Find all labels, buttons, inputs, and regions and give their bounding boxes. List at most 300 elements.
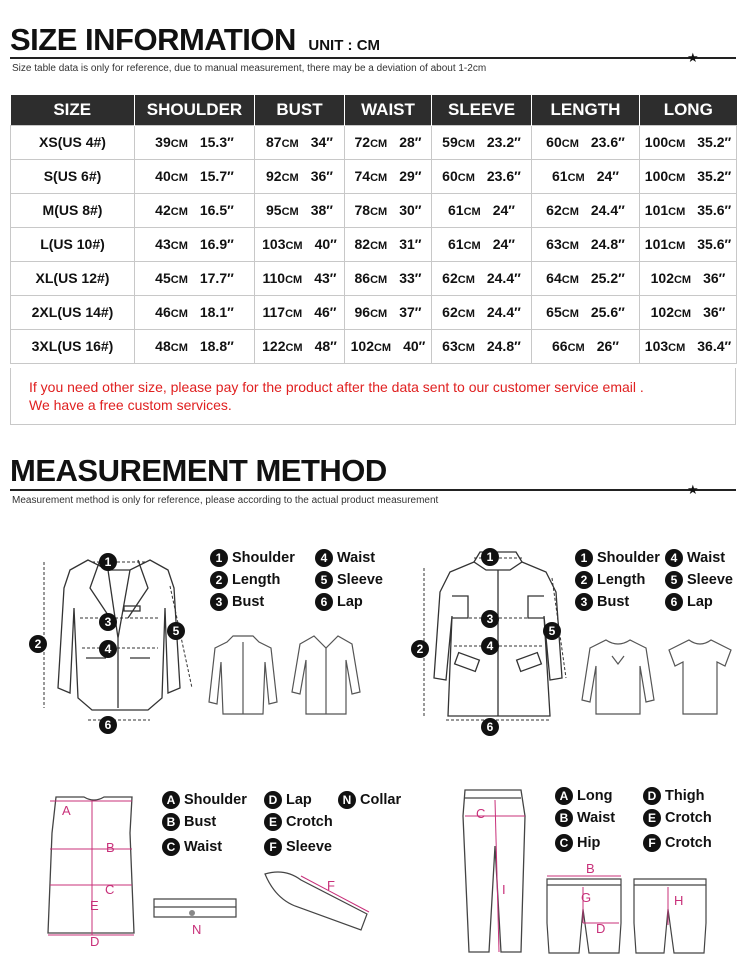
legend-item	[210, 549, 295, 567]
marker-5: 5	[167, 622, 185, 640]
cm-unit: CM	[561, 138, 579, 150]
measure-cell	[345, 125, 432, 159]
custom-size-note	[10, 368, 736, 425]
shorts-front-diagram	[543, 873, 625, 958]
table-header-cell: LENGTH	[532, 95, 640, 125]
cm-unit: CM	[668, 342, 686, 354]
measure-cell	[532, 329, 640, 363]
cm-unit: CM	[567, 172, 585, 184]
measure-cell	[432, 125, 532, 159]
table-row	[11, 227, 737, 261]
legend-label: Length	[232, 571, 281, 588]
legend-marker: 2	[575, 571, 593, 589]
measure-cell	[532, 125, 640, 159]
measure-cell	[255, 295, 345, 329]
cm-unit: CM	[668, 206, 686, 218]
legend-item	[162, 838, 222, 856]
table-header-cell: BUST	[255, 95, 345, 125]
cm-unit: CM	[370, 240, 388, 252]
legend-label: Hip	[577, 834, 601, 851]
cm-value: 101	[644, 202, 669, 218]
measure-cell	[640, 159, 737, 193]
measure-cell	[255, 193, 345, 227]
inch-value: 28″	[399, 134, 422, 150]
cm-value: 43	[155, 236, 171, 252]
cm-value: 45	[155, 270, 171, 286]
legend-item	[264, 838, 332, 856]
custom-note-line-1: If you need other size, please pay for the product after the data sent to our customer service email .	[29, 379, 644, 395]
cm-value: 62	[442, 304, 458, 320]
marker-3: 3	[99, 613, 117, 631]
cm-value: 65	[546, 304, 562, 320]
legend-marker: 3	[575, 593, 593, 611]
cm-unit: CM	[370, 274, 388, 286]
measure-cell	[255, 125, 345, 159]
legend-label: Waist	[687, 549, 726, 566]
cm-unit: CM	[170, 240, 188, 252]
cm-value: 102	[350, 338, 374, 354]
legend-item	[555, 809, 615, 827]
legend-marker: D	[264, 791, 282, 809]
cm-unit: CM	[463, 206, 481, 218]
unit-label: UNIT : CM	[308, 37, 381, 54]
legend-label: Lap	[337, 593, 363, 610]
legend-marker: B	[555, 809, 573, 827]
measure-cell	[532, 295, 640, 329]
cm-unit: CM	[457, 172, 475, 184]
measure-cell	[640, 227, 737, 261]
legend-marker: D	[643, 787, 661, 805]
marker-3: 3	[481, 610, 499, 628]
inch-value: 25.6″	[590, 304, 625, 320]
inch-value: 29″	[399, 168, 422, 184]
legend-item	[555, 787, 612, 805]
legend-item	[665, 549, 725, 567]
measure-cell	[532, 193, 640, 227]
measure-cell	[135, 125, 255, 159]
table-header-cell: WAIST	[345, 95, 432, 125]
cm-value: 61	[448, 236, 464, 252]
cm-value: 101	[644, 236, 669, 252]
size-info-note: Size table data is only for reference, due to manual measurement, there may be a deviation of about 1-2cm	[12, 63, 487, 74]
cm-unit: CM	[561, 206, 579, 218]
table-row	[11, 261, 737, 295]
inch-value: 15.3″	[199, 134, 234, 150]
measure-cell	[432, 159, 532, 193]
pants-diagram	[455, 786, 535, 956]
cm-value: 46	[155, 304, 171, 320]
table-header-cell: SLEEVE	[432, 95, 532, 125]
cm-unit: CM	[457, 308, 475, 320]
cm-unit: CM	[457, 342, 475, 354]
cm-value: 63	[546, 236, 562, 252]
size-cell: 3XL(US 16#)	[11, 329, 135, 363]
cm-value: 60	[546, 134, 562, 150]
legend-marker: 4	[665, 549, 683, 567]
measure-cell	[532, 159, 640, 193]
measure-cell	[255, 261, 345, 295]
cm-unit: CM	[170, 342, 188, 354]
diagram-letter-n: N	[192, 922, 202, 937]
cm-value: 66	[552, 338, 568, 354]
measure-cell	[135, 227, 255, 261]
legend-item	[315, 571, 383, 589]
cm-unit: CM	[285, 274, 303, 286]
measure-cell	[532, 227, 640, 261]
legend-item	[575, 593, 629, 611]
legend-marker: 6	[665, 593, 683, 611]
sleeve-diagram	[255, 866, 375, 936]
star-icon: ★	[687, 482, 699, 497]
cm-unit: CM	[561, 274, 579, 286]
inch-value: 36.4″	[697, 338, 732, 354]
marker-1: 1	[99, 553, 117, 571]
inch-value: 33″	[399, 270, 422, 286]
cm-value: 117	[262, 304, 286, 320]
legend-label: Bust	[184, 813, 217, 830]
measure-cell	[432, 227, 532, 261]
marker-2: 2	[411, 640, 429, 658]
legend-item	[315, 593, 363, 611]
legend-marker: 1	[210, 549, 228, 567]
measure-cell	[345, 227, 432, 261]
legend-label: Waist	[577, 809, 616, 826]
legend-item	[162, 791, 247, 809]
inch-value: 35.6″	[697, 236, 732, 252]
cm-value: 103	[262, 236, 286, 252]
legend-item	[338, 791, 401, 809]
legend-item	[264, 813, 333, 831]
cm-unit: CM	[668, 240, 686, 252]
inch-value: 30″	[399, 202, 422, 218]
size-info-title: SIZE INFORMATION	[10, 22, 296, 57]
measure-cell	[432, 261, 532, 295]
diagram-letter-b: B	[586, 861, 595, 876]
inch-value: 24.4″	[590, 202, 625, 218]
diagram-letter-g: G	[581, 890, 592, 905]
jacket-diagram	[205, 632, 280, 717]
inch-value: 35.6″	[697, 202, 732, 218]
cm-value: 59	[442, 134, 458, 150]
inch-value: 24.4″	[486, 304, 521, 320]
measurement-header	[10, 453, 387, 489]
table-row	[11, 159, 737, 193]
measure-cell	[345, 159, 432, 193]
legend-marker: A	[555, 787, 573, 805]
legend-label: Long	[577, 787, 613, 804]
cm-unit: CM	[370, 138, 388, 150]
measure-cell	[432, 329, 532, 363]
legend-label: Lap	[687, 593, 713, 610]
measure-cell	[532, 261, 640, 295]
size-cell: S(US 6#)	[11, 159, 135, 193]
cm-value: 72	[354, 134, 371, 150]
legend-marker: F	[643, 834, 661, 852]
legend-label: Shoulder	[184, 791, 247, 808]
legend-marker: 5	[315, 571, 333, 589]
measure-cell	[432, 295, 532, 329]
measure-cell	[345, 295, 432, 329]
cm-value: 60	[442, 168, 458, 184]
measure-cell	[135, 329, 255, 363]
cm-value: 100	[644, 134, 669, 150]
inch-value: 26″	[596, 338, 619, 354]
cm-unit: CM	[281, 172, 299, 184]
cm-unit: CM	[170, 274, 188, 286]
cm-value: 39	[155, 134, 171, 150]
cm-unit: CM	[285, 308, 303, 320]
legend-label: Thigh	[665, 787, 705, 804]
legend-item	[665, 571, 733, 589]
legend-marker: 6	[315, 593, 333, 611]
size-table	[10, 95, 737, 364]
size-cell: L(US 10#)	[11, 227, 135, 261]
legend-label: Sleeve	[337, 571, 383, 588]
marker-1: 1	[481, 548, 499, 566]
diagram-letter-a: A	[62, 803, 71, 818]
diagram-letter-d: D	[90, 934, 100, 949]
inch-value: 24″	[492, 202, 515, 218]
legend-item	[555, 834, 600, 852]
table-row	[11, 329, 737, 363]
cm-unit: CM	[561, 240, 579, 252]
cm-value: 102	[650, 270, 674, 286]
inch-value: 23.2″	[486, 134, 521, 150]
inch-value: 24.8″	[486, 338, 521, 354]
legend-label: Crotch	[286, 813, 333, 830]
table-header-cell: SIZE	[11, 95, 135, 125]
inch-value: 36″	[703, 304, 726, 320]
inch-value: 36″	[703, 270, 726, 286]
legend-item	[643, 809, 712, 827]
inch-value: 24.8″	[590, 236, 625, 252]
legend-marker: C	[555, 834, 573, 852]
vest-diagram	[36, 793, 146, 943]
diagram-letter-i: I	[502, 882, 506, 897]
cm-value: 82	[354, 236, 371, 252]
cm-value: 61	[552, 168, 568, 184]
cm-value: 86	[354, 270, 371, 286]
legend-item	[643, 834, 712, 852]
cm-unit: CM	[561, 308, 579, 320]
cm-unit: CM	[370, 206, 388, 218]
inch-value: 16.5″	[199, 202, 234, 218]
marker-5: 5	[543, 622, 561, 640]
cm-value: 78	[354, 202, 371, 218]
cm-value: 63	[442, 338, 458, 354]
legend-marker: 2	[210, 571, 228, 589]
inch-value: 23.6″	[590, 134, 625, 150]
inch-value: 40″	[403, 338, 426, 354]
size-cell: 2XL(US 14#)	[11, 295, 135, 329]
measure-cell	[255, 329, 345, 363]
cm-value: 110	[262, 270, 286, 286]
legend-label: Waist	[337, 549, 376, 566]
cm-unit: CM	[457, 274, 475, 286]
measure-cell	[345, 329, 432, 363]
measure-cell	[135, 193, 255, 227]
diagram-letter-h: H	[674, 893, 684, 908]
cm-unit: CM	[285, 240, 303, 252]
cm-value: 122	[262, 338, 286, 354]
star-icon: ★	[687, 50, 699, 65]
legend-label: Collar	[360, 791, 402, 808]
cm-unit: CM	[668, 172, 686, 184]
inch-value: 31″	[399, 236, 422, 252]
marker-2: 2	[29, 635, 47, 653]
table-header-cell: SHOULDER	[135, 95, 255, 125]
sweater-diagram	[578, 636, 658, 718]
legend-label: Sleeve	[286, 838, 332, 855]
inch-value: 35.2″	[697, 168, 732, 184]
legend-marker: 1	[575, 549, 593, 567]
size-cell: M(US 8#)	[11, 193, 135, 227]
inch-value: 23.6″	[486, 168, 521, 184]
legend-marker: A	[162, 791, 180, 809]
diagram-letter-d: D	[596, 921, 606, 936]
table-row	[11, 295, 737, 329]
measurement-title: MEASUREMENT METHOD	[10, 453, 387, 488]
table-header-cell: LONG	[640, 95, 737, 125]
measure-cell	[135, 159, 255, 193]
collar-diagram	[150, 893, 240, 923]
cm-value: 48	[155, 338, 171, 354]
legend-label: Crotch	[665, 809, 712, 826]
shorts-back-diagram	[630, 873, 710, 958]
diagram-letter-f: F	[327, 878, 335, 893]
measure-cell	[135, 261, 255, 295]
legend-label: Sleeve	[687, 571, 733, 588]
cm-unit: CM	[281, 206, 299, 218]
inch-value: 16.9″	[199, 236, 234, 252]
legend-label: Length	[597, 571, 646, 588]
inch-value: 35.2″	[697, 134, 732, 150]
measure-cell	[640, 125, 737, 159]
inch-value: 24.4″	[486, 270, 521, 286]
divider	[10, 489, 736, 491]
legend-item	[264, 791, 312, 809]
measure-cell	[255, 227, 345, 261]
diagram-letter-c: C	[105, 882, 115, 897]
legend-item	[665, 593, 713, 611]
shirt-diagram	[288, 632, 363, 717]
legend-item	[315, 549, 375, 567]
divider	[10, 57, 736, 59]
inch-value: 46″	[314, 304, 337, 320]
legend-label: Bust	[232, 593, 265, 610]
cm-value: 95	[266, 202, 282, 218]
cm-unit: CM	[668, 138, 686, 150]
legend-label: Crotch	[665, 834, 712, 851]
legend-item	[575, 571, 645, 589]
cm-unit: CM	[463, 240, 481, 252]
cm-value: 96	[354, 304, 371, 320]
legend-label: Bust	[597, 593, 630, 610]
inch-value: 43″	[314, 270, 337, 286]
inch-value: 17.7″	[199, 270, 234, 286]
cm-unit: CM	[281, 138, 299, 150]
legend-marker: 3	[210, 593, 228, 611]
diagram-letter-e: E	[90, 898, 99, 913]
inch-value: 38″	[310, 202, 333, 218]
cm-unit: CM	[170, 172, 188, 184]
table-row	[11, 193, 737, 227]
cm-value: 74	[354, 168, 371, 184]
cm-unit: CM	[170, 138, 188, 150]
measure-cell	[255, 159, 345, 193]
marker-4: 4	[481, 637, 499, 655]
legend-marker: B	[162, 813, 180, 831]
cm-value: 87	[266, 134, 282, 150]
legend-marker: 5	[665, 571, 683, 589]
size-info-header	[10, 22, 380, 58]
inch-value: 18.8″	[199, 338, 234, 354]
inch-value: 25.2″	[590, 270, 625, 286]
cm-unit: CM	[370, 308, 388, 320]
cm-unit: CM	[567, 342, 585, 354]
cm-value: 42	[155, 202, 171, 218]
measure-cell	[135, 295, 255, 329]
cm-value: 100	[644, 168, 669, 184]
cm-unit: CM	[170, 206, 188, 218]
cm-unit: CM	[370, 172, 388, 184]
measure-cell	[640, 193, 737, 227]
legend-label: Lap	[286, 791, 312, 808]
inch-value: 40″	[314, 236, 337, 252]
tshirt-diagram	[665, 636, 735, 718]
legend-item	[210, 571, 280, 589]
legend-marker: C	[162, 838, 180, 856]
marker-6: 6	[481, 718, 499, 736]
legend-marker: 4	[315, 549, 333, 567]
cm-unit: CM	[673, 308, 692, 320]
size-cell: XS(US 4#)	[11, 125, 135, 159]
legend-marker: E	[643, 809, 661, 827]
inch-value: 24″	[492, 236, 515, 252]
inch-value: 48″	[314, 338, 337, 354]
legend-label: Waist	[184, 838, 223, 855]
measure-cell	[640, 329, 737, 363]
cm-value: 92	[266, 168, 282, 184]
measure-cell	[640, 295, 737, 329]
measure-cell	[640, 261, 737, 295]
cm-value: 61	[448, 202, 464, 218]
legend-label: Shoulder	[597, 549, 660, 566]
marker-4: 4	[99, 640, 117, 658]
legend-marker: F	[264, 838, 282, 856]
marker-6: 6	[99, 716, 117, 734]
cm-value: 102	[650, 304, 674, 320]
measure-cell	[345, 193, 432, 227]
cm-unit: CM	[285, 342, 303, 354]
legend-item	[162, 813, 216, 831]
cm-value: 40	[155, 168, 171, 184]
cm-unit: CM	[170, 308, 188, 320]
inch-value: 15.7″	[199, 168, 234, 184]
measure-cell	[345, 261, 432, 295]
cm-unit: CM	[373, 342, 392, 354]
measurement-note: Measurement method is only for reference, please according to the actual product measurement	[12, 495, 439, 506]
cm-unit: CM	[457, 138, 475, 150]
cm-value: 62	[442, 270, 458, 286]
cm-value: 62	[546, 202, 562, 218]
legend-item	[643, 787, 704, 805]
inch-value: 36″	[310, 168, 333, 184]
legend-marker: N	[338, 791, 356, 809]
inch-value: 37″	[399, 304, 422, 320]
cm-value: 103	[644, 338, 669, 354]
legend-item	[210, 593, 264, 611]
